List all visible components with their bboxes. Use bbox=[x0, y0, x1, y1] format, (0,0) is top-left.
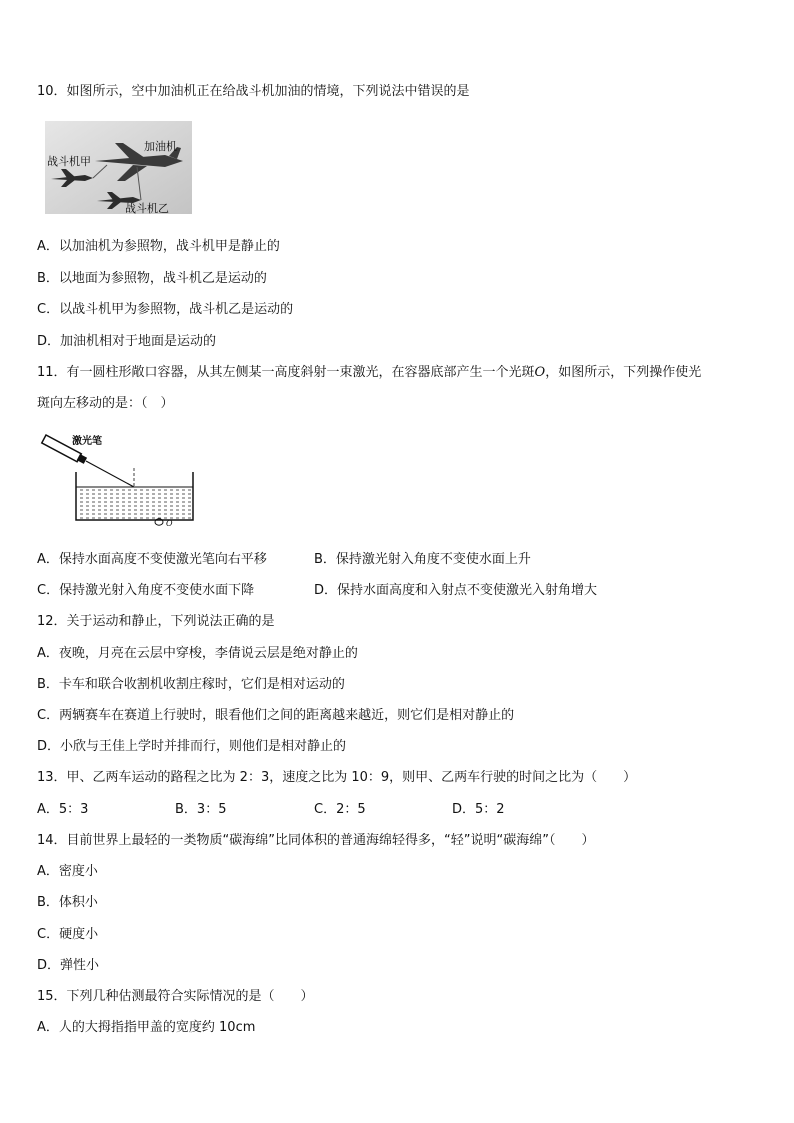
q12-option-d: D．小欣与王佳上学时并排而行，则他们是相对静止的 bbox=[37, 739, 347, 754]
label-spot: O bbox=[166, 519, 173, 528]
label-laser-pen: 激光笔 bbox=[72, 436, 102, 447]
q10-stem: 10．如图所示，空中加油机正在给战斗机加油的情境，下列说法中错误的是 bbox=[37, 84, 470, 99]
label-tanker: 加油机 bbox=[144, 140, 177, 153]
refueling-scene-image bbox=[45, 121, 192, 214]
q14-option-b: B．体积小 bbox=[37, 895, 98, 910]
q12-option-c: C．两辆赛车在赛道上行驶时，眼看他们之间的距离越来越近，则它们是相对静止的 bbox=[37, 708, 515, 723]
q11-stem-part1: 11．有一圆柱形敞口容器，从其左侧某一高度斜射一束激光，在容器底部产生一个光斑 bbox=[37, 365, 535, 380]
q11-option-a: A．保持水面高度不变使激光笔向右平移 bbox=[37, 552, 267, 567]
q12-option-a: A．夜晚，月亮在云层中穿梭，李倩说云层是绝对静止的 bbox=[37, 646, 358, 661]
q14-option-a: A．密度小 bbox=[37, 864, 98, 879]
q12-stem: 12．关于运动和静止，下列说法正确的是 bbox=[37, 614, 275, 629]
q10-option-a: A．以加油机为参照物，战斗机甲是静止的 bbox=[37, 239, 280, 254]
q10-option-c: C．以战斗机甲为参照物，战斗机乙是运动的 bbox=[37, 302, 294, 317]
q11-stem-part2: ，如图所示，下列操作使光 bbox=[545, 365, 702, 380]
label-fighter-a: 战斗机甲 bbox=[47, 155, 91, 168]
q13-option-a: A．5：3 bbox=[37, 802, 89, 817]
label-fighter-b: 战斗机乙 bbox=[125, 202, 169, 214]
q13-option-d: D．5：2 bbox=[452, 802, 505, 817]
q11-figure-container bbox=[38, 432, 198, 528]
q11-stem-line1 bbox=[37, 364, 701, 382]
q11-stem-line2: 斑向左移动的是：（ ） bbox=[37, 396, 174, 411]
q14-option-c: C．硬度小 bbox=[37, 927, 99, 942]
q13-option-b: B．3：5 bbox=[175, 802, 227, 817]
q15-option-a: A．人的大拇指指甲盖的宽度约 10cm bbox=[37, 1020, 256, 1035]
q10-option-b: B．以地面为参照物，战斗机乙是运动的 bbox=[37, 271, 267, 286]
q15-stem: 15．下列几种估测最符合实际情况的是（ ） bbox=[37, 989, 314, 1004]
q13-option-c: C．2：5 bbox=[314, 802, 366, 817]
laser-container-diagram bbox=[38, 432, 198, 528]
q14-stem: 14．目前世界上最轻的一类物质“碳海绵”比同体积的普通海绵轻得多，“轻”说明“碳海绵”（ ） bbox=[37, 833, 595, 848]
q12-option-b: B．卡车和联合收割机收割庄稼时，它们是相对运动的 bbox=[37, 677, 345, 692]
q10-option-d: D．加油机相对于地面是运动的 bbox=[37, 334, 217, 349]
q13-stem: 13．甲、乙两车运动的路程之比为 2：3，速度之比为 10：9，则甲、乙两车行驶的时间之比为（ ） bbox=[37, 770, 637, 785]
q11-option-c: C．保持激光射入角度不变使水面下降 bbox=[37, 583, 255, 598]
q11-option-b: B．保持激光射入角度不变使水面上升 bbox=[314, 552, 531, 567]
q11-spot-symbol: O bbox=[534, 365, 546, 380]
q10-figure-refueling bbox=[45, 121, 192, 214]
q14-option-d: D．弹性小 bbox=[37, 958, 100, 973]
q11-option-d: D．保持水面高度和入射点不变使激光入射角增大 bbox=[314, 583, 598, 598]
